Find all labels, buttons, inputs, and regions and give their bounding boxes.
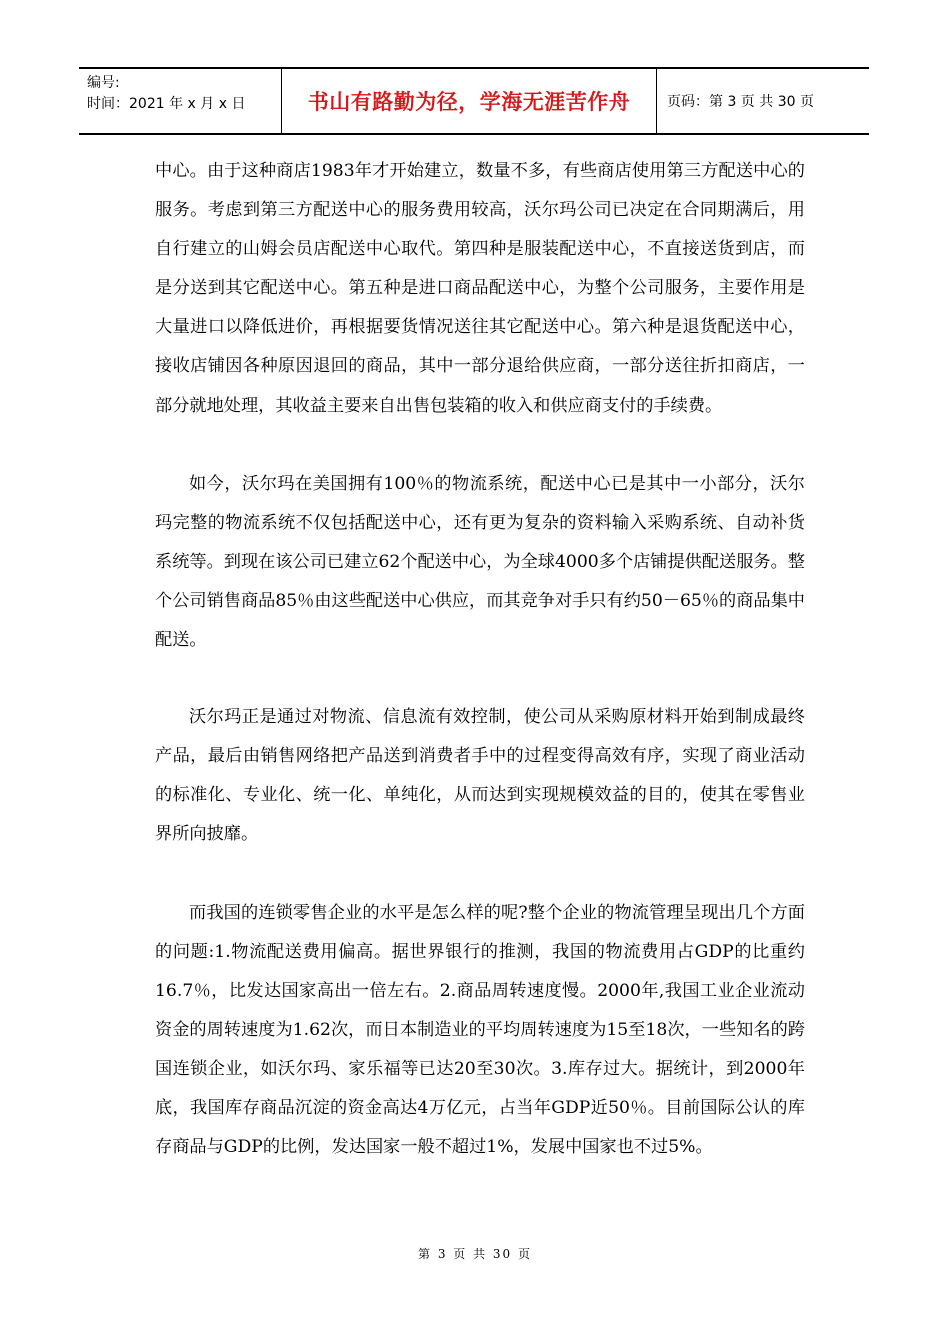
paragraph-1: 中心。由于这种商店1983年才开始建立，数量不多，有些商店使用第三方配送中心的服务。考虑到第三方配送中心的服务费用较高，沃尔玛公司已决定在合同期满后，用自行建立的山姆会员店配送中心取代。第四种是服装配送中心，不直接送货到店，而是分送到其它配送中心。第五种是进口商品配送中心，为整个公司服务，主要作用是大量进口以降低进价，再根据要货情况送往其它配送中心。第六种是退货配送中心，接收店铺因各种原因退回的商品，其中一部分退给供应商，一部分送往折扣商店，一部分就地处理，其收益主要来自出售包装箱的收入和供应商支付的手续费。: [155, 161, 805, 416]
paragraph-2: 如今，沃尔玛在美国拥有100％的物流系统，配送中心已是其中一小部分，沃尔玛完整的物流系统不仅包括配送中心，还有更为复杂的资料输入采购系统、自动补货系统等。到现在该公司已建立62个配送中心，为全球4000多个店铺提供配送服务。整个公司销售商品85％由这些配送中心供应，而其竞争对手只有约50－65％的商品集中配送。: [155, 473, 805, 651]
paragraph-4: 而我国的连锁零售企业的水平是怎么样的呢?整个企业的物流管理呈现出几个方面的问题:1.物流配送费用偏高。据世界银行的推测，我国的物流费用占GDP的比重约16.7％，比发达国家高出一倍左右。2.商品周转速度慢。2000年,我国工业企业流动资金的周转速度为1.62次，而日本制造业的平均周转速度为15至18次，一些知名的跨国连锁企业，如沃尔玛、家乐福等已达20至30次。3.库存过大。据统计，到2000年底，我国库存商品沉淀的资金高达4万亿元，占当年GDP近50％。目前国际公认的库存商品与GDP的比例，发达国家一般不超过1%，发展中国家也不过5%。: [155, 902, 805, 1158]
paragraph-3: 沃尔玛正是通过对物流、信息流有效控制，使公司从采购原材料开始到制成最终产品，最后由销售网络把产品送到消费者手中的过程变得高效有序，实现了商业活动的标准化、专业化、统一化、单纯化，从而达到实现规模效益的目的，使其在零售业界所向披靡。: [155, 707, 805, 845]
serial-label: 编号:: [87, 75, 120, 91]
page-header: [79, 67, 869, 135]
page-footer: 第 3 页 共 30 页: [418, 1247, 532, 1261]
header-page-info: 页码：第 3 页 共 30 页: [667, 94, 814, 110]
header-motto: 书山有路勤为径，学海无涯苦作舟: [282, 69, 657, 133]
date-label: 时间：2021 年 x 月 x 日: [87, 96, 246, 112]
document-body: [155, 152, 805, 1167]
header-meta: [79, 69, 282, 133]
